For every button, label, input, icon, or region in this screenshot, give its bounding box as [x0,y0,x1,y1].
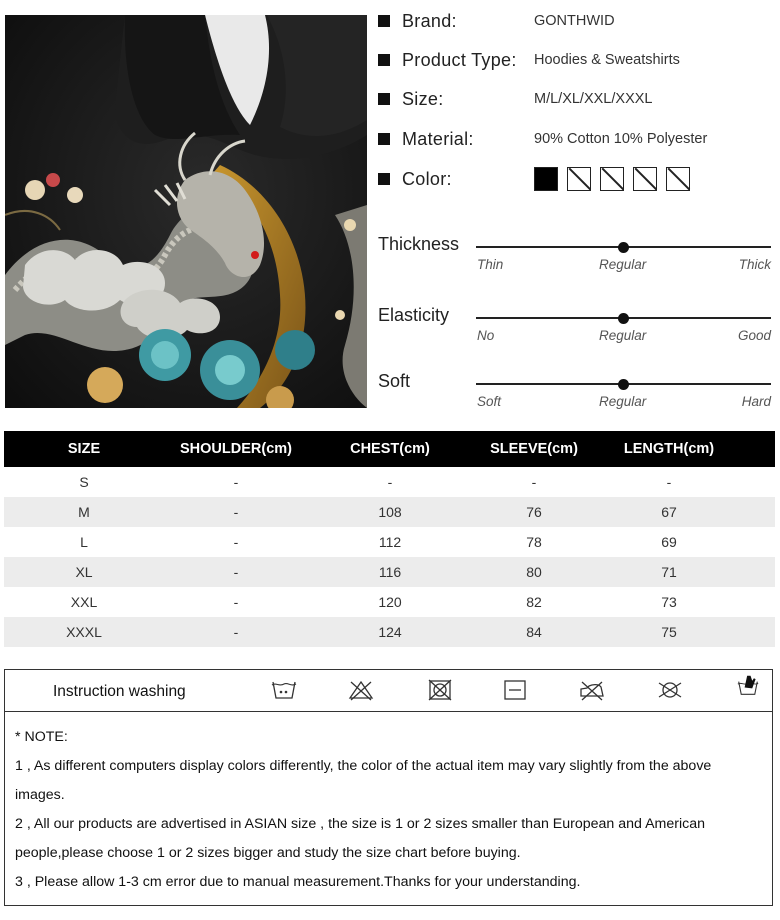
hand-wash-icon [271,679,297,701]
color-swatch-black[interactable] [534,167,558,191]
elasticity-scale-marker [618,313,629,324]
washing-instructions-box [4,669,773,906]
elasticity-scale-low-label: No [477,328,495,343]
table-header-cell: LENGTH(cm) [623,441,715,457]
table-cell: 84 [526,624,542,640]
table-cell: XXXL [66,624,102,640]
table-row [4,587,775,617]
bullet-icon [378,173,390,185]
table-row [4,527,775,557]
bullet-icon [378,54,390,66]
table-cell: - [233,564,239,580]
table-cell: 108 [378,504,402,520]
table-cell: - [387,474,393,490]
table-header-cell: SHOULDER(cm) [180,441,292,457]
product-type-label: Product Type: [402,49,517,70]
table-cell: XL [75,564,93,580]
size-chart-table [4,431,775,647]
color-swatch-unavailable[interactable] [567,167,591,191]
color-label: Color: [402,168,452,189]
hoodie-dragon-embroidery-image [5,15,367,408]
table-cell: 116 [378,564,402,580]
table-row [4,557,775,587]
soft-scale-low-label: Soft [477,394,502,409]
table-cell: 67 [661,504,677,520]
table-cell: S [79,474,89,490]
color-swatch-unavailable[interactable] [633,167,657,191]
table-cell: 69 [661,534,677,550]
table-cell: L [80,534,88,550]
table-cell: - [233,594,239,610]
note-line: 1 , As different computers display colors differently, the color of the actual item may vary slightly from the above [15,758,712,774]
table-row [4,617,775,647]
thickness-scale-label: Thickness [378,234,460,254]
do-not-iron-icon [579,679,605,701]
notes-section [15,723,770,897]
table-cell: - [233,504,239,520]
material-value: 90% Cotton 10% Polyester [534,131,708,147]
material-label: Material: [402,128,474,149]
table-cell: - [233,624,239,640]
color-swatch-unavailable[interactable] [600,167,624,191]
dry-flat-icon [502,679,528,701]
table-header-cell: SLEEVE(cm) [490,441,578,457]
table-cell: 120 [378,594,402,610]
spec-product-type [378,48,680,72]
do-not-bleach-icon [348,679,374,701]
table-cell: 73 [661,594,677,610]
table-cell: 80 [526,564,542,580]
bullet-icon [378,93,390,105]
note-line: 2 , All our products are advertised in ASIAN size , the size is 1 or 2 sizes smaller than European and American [15,816,706,832]
note-heading: * NOTE: [15,729,68,745]
spec-brand [378,9,615,33]
washing-title: Instruction washing [53,683,186,700]
thickness-scale-marker [618,242,629,253]
do-not-tumble-dry-icon [427,679,453,701]
product-photo [5,15,367,408]
thickness-scale-high-label: Thick [738,257,771,272]
product-type-value: Hoodies & Sweatshirts [534,52,680,68]
note-line: 3 , Please allow 1-3 cm error due to manual measurement.Thanks for your understanding. [15,874,581,890]
color-swatches [534,167,690,191]
soft-scale-marker [618,379,629,390]
table-cell: 112 [378,534,402,550]
thickness-scale-low-label: Thin [477,257,504,272]
brand-value: GONTHWID [534,13,615,29]
table-cell: 78 [526,534,542,550]
soft-scale-label: Soft [378,371,411,391]
bullet-icon [378,133,390,145]
table-header-cell: CHEST(cm) [350,441,430,457]
spec-size [378,87,652,111]
table-cell: - [666,474,672,490]
table-cell: - [531,474,537,490]
washing-header [5,670,772,712]
note-line: images. [15,787,65,803]
thickness-scale-mid-label: Regular [599,257,647,272]
soft-scale-mid-label: Regular [599,394,647,409]
table-cell: XXL [70,594,98,610]
elasticity-scale-mid-label: Regular [599,328,647,343]
size-label: Size: [402,88,444,109]
color-swatch-unavailable[interactable] [666,167,690,191]
table-row [4,497,775,527]
table-row [4,467,775,497]
table-cell: 82 [526,594,542,610]
table-cell: 124 [378,624,402,640]
size-value: M/L/XL/XXL/XXXL [534,91,653,107]
elasticity-scale-label: Elasticity [378,305,450,325]
do-not-dry-clean-icon [657,679,683,701]
table-cell: 76 [526,504,542,520]
note-line: people,please choose 1 or 2 sizes bigger and study the size chart before buying. [15,845,521,861]
soft-scale-high-label: Hard [741,394,771,409]
table-cell: M [78,504,90,520]
bullet-icon [378,15,390,27]
spec-material [378,127,707,151]
table-cell: 75 [661,624,677,640]
table-header-cell: SIZE [67,441,101,457]
table-cell: - [233,474,239,490]
elasticity-scale-high-label: Good [737,328,771,343]
hand-wash-only-icon [735,674,761,696]
table-header-row [4,431,775,467]
spec-color [378,167,690,191]
brand-label: Brand: [402,10,457,31]
table-cell: - [233,534,239,550]
table-cell: 71 [661,564,677,580]
